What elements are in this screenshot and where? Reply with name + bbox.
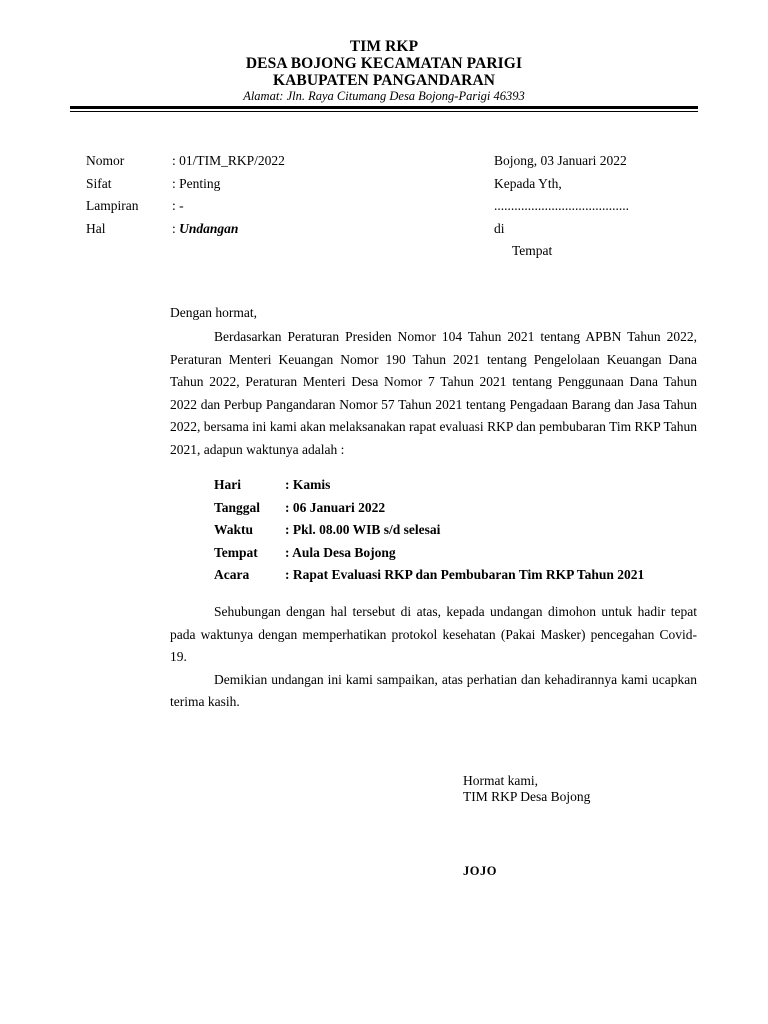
agenda-value: : 06 Januari 2022 xyxy=(285,499,386,515)
agenda-value: : Kamis xyxy=(285,477,331,492)
recipient-to: Kepada Yth, xyxy=(494,175,562,191)
recipient-block xyxy=(494,152,704,265)
closing-block xyxy=(463,773,683,805)
letterhead-divider-thin xyxy=(70,111,698,112)
meta-colon: : xyxy=(172,220,180,236)
letter-body xyxy=(170,304,697,462)
agenda-value: : Aula Desa Bojong xyxy=(285,544,396,560)
agenda-value: : Pkl. 08.00 WIB s/d selesai xyxy=(285,522,441,537)
meta-label: Hal xyxy=(86,220,106,236)
meta-label: Sifat xyxy=(86,175,112,191)
letter-date: Bojong, 03 Januari 2022 xyxy=(494,153,627,168)
agenda-row xyxy=(214,521,714,544)
closing-organization: TIM RKP Desa Bojong xyxy=(463,789,591,804)
letterhead-address: Alamat: Jln. Raya Citumang Desa Bojong-Parigi 46393 xyxy=(243,89,525,103)
meta-value: : Penting xyxy=(172,175,221,191)
body-paragraph-3: Demikian undangan ini kami sampaikan, atas perhatian dan kehadirannya kami ucapkan terima kasih. xyxy=(170,671,697,710)
salutation: Dengan hormat, xyxy=(170,305,257,320)
meta-label: Lampiran xyxy=(86,198,139,213)
agenda-key: Tanggal xyxy=(214,499,261,515)
agenda-key: Tempat xyxy=(214,544,258,560)
meta-value: : - xyxy=(172,198,184,213)
letterhead-regency: KABUPATEN PANGANDARAN xyxy=(272,72,496,89)
letter-body-continued xyxy=(170,601,697,714)
agenda-key: Hari xyxy=(214,477,241,492)
agenda-key: Waktu xyxy=(214,522,254,537)
letterhead xyxy=(0,38,768,103)
letterhead-village: DESA BOJONG KECAMATAN PARIGI xyxy=(245,55,523,72)
agenda-key: Acara xyxy=(214,567,250,582)
letterhead-title: TIM RKP xyxy=(349,38,419,55)
recipient-di: di xyxy=(494,220,505,236)
agenda-table xyxy=(214,476,714,589)
recipient-dots: ........................................ xyxy=(494,198,629,213)
body-paragraph-2: Sehubungan dengan hal tersebut di atas, kepada undangan dimohon untuk hadir tepat pada waktunya dengan memperhatikan protokol kesehatan (Pakai Masker) pencegahan Covid-19. xyxy=(170,604,697,665)
recipient-place: Tempat xyxy=(512,243,553,258)
agenda-row xyxy=(214,476,714,499)
meta-label: Nomor xyxy=(86,153,125,168)
signer-name: JOJO xyxy=(463,864,497,878)
meta-row-sifat xyxy=(86,175,426,198)
meta-row-lampiran xyxy=(86,197,426,220)
agenda-row xyxy=(214,566,714,589)
agenda-row xyxy=(214,544,714,567)
meta-row-hal xyxy=(86,220,426,243)
body-paragraph-1: Berdasarkan Peraturan Presiden Nomor 104 Tahun 2021 tentang APBN Tahun 2022, Peraturan Menteri Keuangan Nomor 190 Tahun 2021 tentang Pengelolaan Keuangan Dana Tahun 2022, Peraturan Menteri Desa Nomor 7 Tahun 2021 tentang Penggunaan Dana Tahun 2022 dan Perbup Pangandaran Nomor 57 Tahun 2021 tentang Pengadaan Barang dan Jasa Tahun 2022, bersama ini kami akan melaksanakan rapat evaluasi RKP dan pembubaran Tim RKP Tahun 2021, adapun waktunya adalah : xyxy=(170,329,697,457)
agenda-row xyxy=(214,499,714,522)
meta-row-nomor xyxy=(86,152,426,175)
letterhead-divider-thick xyxy=(70,106,698,109)
meta-subject: Undangan xyxy=(179,220,239,236)
meta-value: : 01/TIM_RKP/2022 xyxy=(172,153,285,168)
closing-greeting: Hormat kami, xyxy=(463,773,538,788)
agenda-value: : Rapat Evaluasi RKP dan Pembubaran Tim RKP Tahun 2021 xyxy=(285,567,645,582)
letter-meta xyxy=(86,152,426,242)
meta-value xyxy=(172,220,238,243)
